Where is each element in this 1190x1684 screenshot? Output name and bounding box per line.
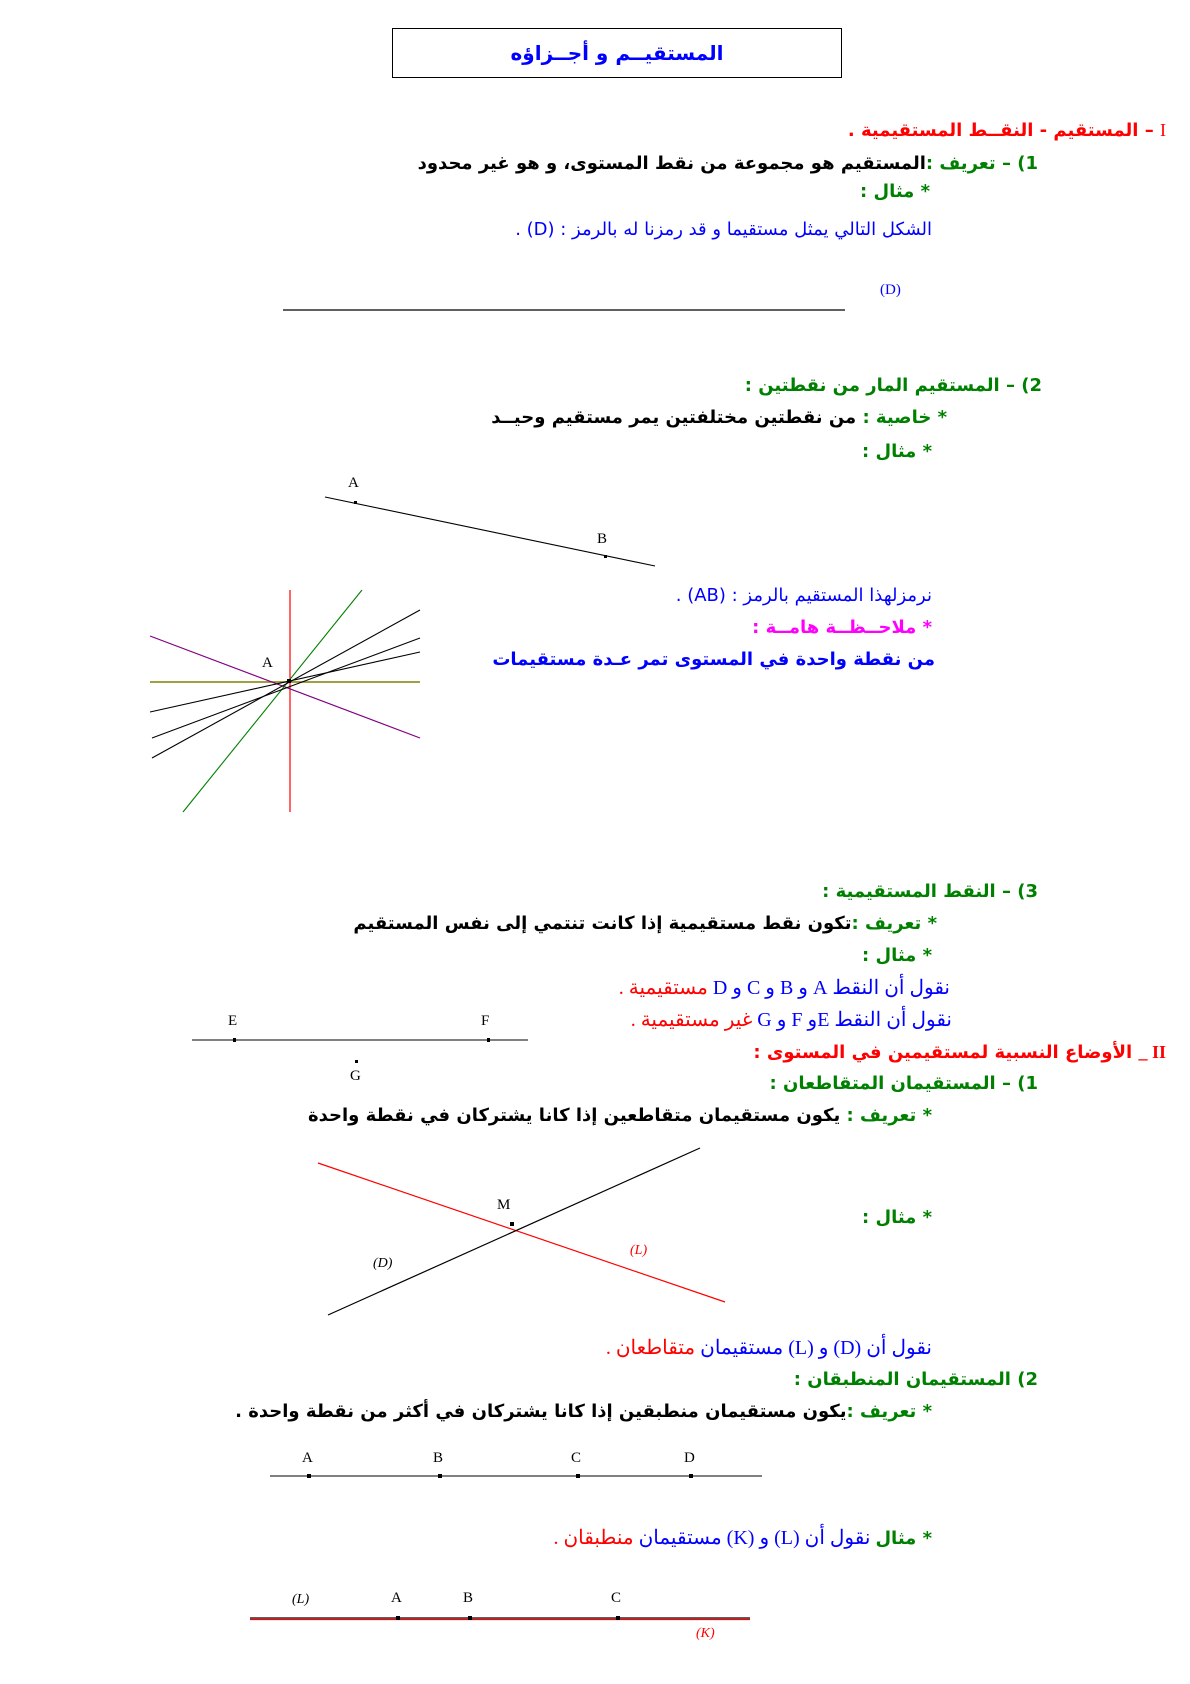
intersecting-heading: 1) – المستقيمان المتقاطعان :: [769, 1073, 1038, 1094]
point-g-label: G: [350, 1068, 361, 1084]
line-d-label: (D): [880, 282, 901, 298]
section-2-heading: 2) – المستقيم المار من نقطتين :: [744, 375, 1042, 396]
pencil-point-label: A: [262, 655, 273, 671]
example-label-3: * مثال :: [861, 945, 932, 966]
label-d: (D): [373, 1256, 393, 1271]
section-1-heading: I – المستقيم - النقــط المستقيمية .: [847, 120, 1166, 141]
non-collinear-example: نقول أن النقط Eو F و G غير مستقيمية .: [630, 1009, 952, 1031]
coincident-point-b: B: [463, 1590, 474, 1606]
intersecting-conclusion: نقول أن (D) و (L) مستقيمان متقاطعان .: [605, 1337, 932, 1359]
coincident-definition: * تعريف :يكون مستقيمان منطبقين إذا كانا يشتركان في أكثر من نقطة واحدة .: [235, 1401, 932, 1422]
property-line: * خاصية : من نقطتين مختلفتين يمر مستقيم وحيــد: [491, 407, 947, 428]
point-m-label: M: [497, 1197, 511, 1213]
coincident-example: * مثال نقول أن (L) و (K) مستقيمان منطبقان .: [553, 1527, 932, 1549]
important-note-label: * ملاحــظــة هامــة :: [752, 617, 932, 638]
intersecting-definition: * تعريف : يكون مستقيمان متقاطعين إذا كانا يشتركان في نقطة واحدة: [308, 1105, 932, 1126]
important-note-text: من نقطة واحدة في المستوى تمر عـدة مستقيمات: [492, 649, 935, 670]
part-2-heading: II _ الأوضاع النسبية لمستقيمين في المستوى :: [753, 1042, 1166, 1063]
point-e-label: E: [228, 1013, 238, 1029]
section-3-heading: 3) – النقط المستقيمية :: [822, 881, 1038, 902]
label-l: (L): [630, 1243, 648, 1258]
page-title: المستقيــم و أجــزاؤه: [392, 28, 842, 78]
coincident-point-c: C: [611, 1590, 622, 1606]
point-label-d: D: [684, 1450, 695, 1466]
point-label-a: A: [302, 1450, 313, 1466]
example-label: * مثال :: [859, 181, 930, 202]
coincident-heading: 2) المستقيمان المنطبقان :: [793, 1369, 1038, 1390]
coincident-label-l: (L): [292, 1592, 310, 1607]
collinear-definition: * تعريف :تكون نقط مستقيمية إذا كانت تنتمي إلى نفس المستقيم: [353, 913, 937, 934]
collinear-example: نقول أن النقط A و B و C و D مستقيمية .: [618, 977, 950, 999]
coincident-point-a: A: [391, 1590, 402, 1606]
example-label-4: * مثال :: [861, 1207, 932, 1228]
point-b-label: B: [597, 531, 608, 547]
example-text: الشكل التالي يمثل مستقيما و قد رمزنا له بالرمز : (D) .: [515, 219, 932, 240]
example-label-2: * مثال :: [861, 441, 932, 462]
point-label-b: B: [433, 1450, 444, 1466]
ab-notation: نرمزلهذا المستقيم بالرمز : (AB) .: [675, 585, 932, 606]
coincident-label-k: (K): [696, 1626, 715, 1641]
definition-line: 1) – تعريف :المستقيم هو مجموعة من نقط المستوى، و هو غير محدود: [417, 153, 1038, 174]
point-label-c: C: [571, 1450, 582, 1466]
point-a-label: A: [348, 475, 359, 491]
point-f-label: F: [481, 1013, 490, 1029]
